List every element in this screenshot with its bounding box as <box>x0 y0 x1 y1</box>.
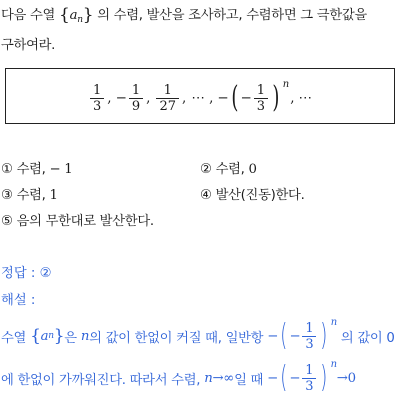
comma: , <box>107 90 112 106</box>
explanation-text: 은 <box>64 330 77 346</box>
inner-sign: − <box>289 328 301 344</box>
term-2-numerator: 1 <box>131 82 141 98</box>
term-1-numerator: 1 <box>93 82 102 98</box>
left-paren: ( <box>280 318 288 353</box>
choice-marker: ② <box>200 162 212 177</box>
explanation-line-1 <box>1 318 395 354</box>
choice-marker: ⑤ <box>1 214 13 229</box>
term-2 <box>129 83 143 114</box>
choice-marker: ① <box>1 162 13 177</box>
denominator: 3 <box>302 378 316 394</box>
explanation-text: 일 때 <box>234 372 264 388</box>
ellipsis: ⋯ , <box>191 90 214 106</box>
ellipsis-end: ⋯ <box>298 90 312 106</box>
explanation-text: 수열 <box>1 330 27 346</box>
answer-line <box>1 262 52 281</box>
inner-sign: − <box>289 370 301 386</box>
general-outer-sign: − <box>217 90 229 106</box>
choice-marker: ③ <box>1 188 13 203</box>
choice-1[interactable] <box>1 160 72 180</box>
outer-sign: − <box>267 328 279 344</box>
term-2-denominator: 9 <box>129 98 143 114</box>
question-line-1 <box>1 2 399 33</box>
explanation-line-2 <box>1 360 356 396</box>
right-paren: ) <box>272 80 280 115</box>
explanation-label: 해설 : <box>1 293 36 308</box>
denominator: 3 <box>302 336 316 352</box>
choice-text: 수렴, <box>215 162 245 177</box>
outer-sign: − <box>267 370 278 386</box>
numerator: 1 <box>305 362 314 378</box>
explanation-text: 의 값이 한없이 커질 때, 일반항 <box>89 330 264 346</box>
choice-marker: ④ <box>200 188 212 203</box>
general-inner-sign: − <box>240 90 252 106</box>
general-denominator: 3 <box>254 98 268 114</box>
choice-value: − 1 <box>49 162 73 177</box>
term-3-numerator: 1 <box>163 82 172 98</box>
term-2-sign: − <box>115 90 127 106</box>
right-paren: ) <box>320 360 328 395</box>
seq-subscript: n <box>77 15 83 25</box>
seq-symbol: a <box>40 328 49 344</box>
question-text <box>1 2 399 59</box>
answer-label: 정답 : <box>1 266 36 281</box>
answer-value: ② <box>39 266 52 281</box>
explanation-text: 에 한없이 가까워진다. 따라서 수렴, <box>1 372 201 388</box>
numerator: 1 <box>305 320 314 336</box>
term-3 <box>156 83 179 114</box>
question-line-2: 구하여라. <box>1 38 56 53</box>
choice-text: 발산(진동)한다. <box>215 188 305 203</box>
left-paren: ( <box>280 360 288 395</box>
sequence-box <box>5 68 395 124</box>
choice-5[interactable] <box>1 212 154 232</box>
comma: , <box>146 90 151 106</box>
left-brace: { <box>30 326 41 346</box>
choice-3[interactable] <box>1 186 58 206</box>
right-brace: } <box>53 326 65 346</box>
term-1-denominator: 3 <box>90 98 104 114</box>
choice-text: 수렴, <box>16 188 46 203</box>
choice-value: 0 <box>248 162 257 177</box>
term-3-denominator: 27 <box>156 98 179 114</box>
arrow-infinity: →∞ <box>212 370 235 386</box>
variable-n: n <box>80 328 90 344</box>
comma: , <box>182 90 187 106</box>
general-exponent: n <box>282 78 290 90</box>
general-term-fraction <box>254 83 268 114</box>
choice-4[interactable] <box>200 186 305 206</box>
fraction <box>302 363 316 394</box>
choice-text: 음의 무한대로 발산한다. <box>16 214 154 229</box>
choice-text: 수렴, <box>16 162 46 177</box>
term-1 <box>90 83 104 114</box>
general-numerator: 1 <box>256 82 266 98</box>
choice-value: 1 <box>49 188 58 203</box>
seq-symbol: a <box>69 8 78 23</box>
question-prefix: 다음 수열 <box>1 8 56 23</box>
right-paren: ) <box>320 318 328 353</box>
question-suffix: 의 수렴, 발산을 조사하고, 수렴하면 그 극한값을 <box>97 8 367 23</box>
limit-arrow: →0 <box>336 370 356 386</box>
explanation-text: 의 값이 0 <box>340 330 395 346</box>
left-brace: { <box>59 5 70 25</box>
variable-n: n <box>204 370 213 386</box>
exponent: n <box>330 316 337 328</box>
sequence-expression <box>6 75 394 121</box>
left-paren: ( <box>231 80 239 115</box>
fraction <box>302 321 316 352</box>
seq-subscript: n <box>48 331 54 341</box>
right-brace: } <box>82 5 94 25</box>
choice-2[interactable] <box>200 160 257 180</box>
comma: , <box>290 90 295 106</box>
exponent: n <box>330 358 337 370</box>
